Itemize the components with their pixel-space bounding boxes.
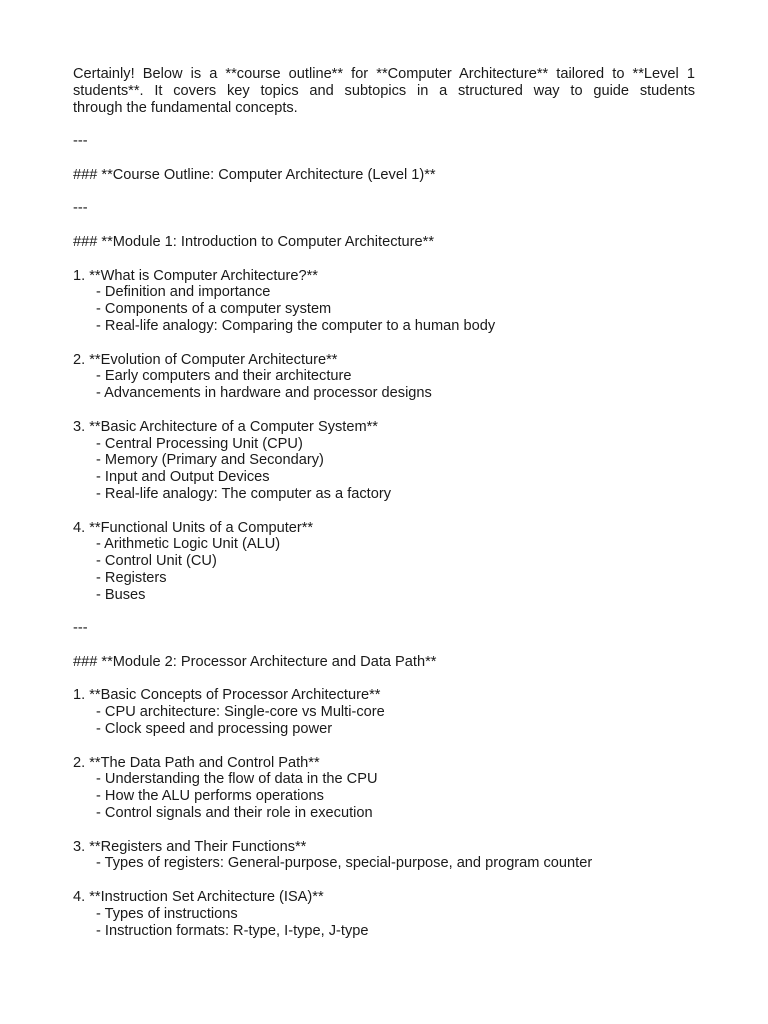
subtopic: - Instruction formats: R-type, I-type, J-type [96,922,369,939]
subtopic: - CPU architecture: Single-core vs Multi-core [96,704,385,721]
intro-line: through the fundamental concepts. [73,99,298,116]
module-1-item [73,520,695,604]
intro-line: Certainly! Below is a **course outline** for **Computer Architecture** tailored to **Level 1 [73,66,695,82]
module-2-heading: ### **Module 2: Processor Architecture and Data Path** [73,653,437,670]
subtopic: - Components of a computer system [96,301,332,318]
module-2-item [73,889,695,939]
subtopic: - Central Processing Unit (CPU) [96,435,303,452]
subtopic: - Early computers and their architecture [96,368,352,385]
subtopic: - Input and Output Devices [96,469,270,486]
subtopic: - Clock speed and processing power [96,721,333,738]
item-title: 1. **What is Computer Architecture?** [73,267,318,284]
module-2-item [73,687,695,737]
module-1-item [73,419,695,503]
module-1-item [73,268,695,335]
separator: --- [73,620,88,637]
module-1-item [73,352,695,402]
subtopic: - Arithmetic Logic Unit (ALU) [96,536,281,553]
subtopic: - Memory (Primary and Secondary) [96,452,324,469]
module-2-item [73,755,695,822]
subtopic: - Definition and importance [96,284,271,301]
subtopic: - Control Unit (CU) [96,553,217,570]
subtopic: - Registers [96,569,167,586]
module-2-item [73,839,695,873]
intro-paragraph [73,66,695,116]
course-heading: ### **Course Outline: Computer Architecture (Level 1)** [73,166,436,183]
subtopic: - Types of registers: General-purpose, special-purpose, and program counter [96,855,593,872]
subtopic: - Control signals and their role in execution [96,805,373,822]
item-title: 3. **Registers and Their Functions** [73,838,307,855]
item-title: 4. **Functional Units of a Computer** [73,519,314,536]
subtopic: - Real-life analogy: Comparing the computer to a human body [96,317,496,334]
item-title: 3. **Basic Architecture of a Computer System** [73,418,378,435]
document-page [73,66,695,939]
subtopic: - Advancements in hardware and processor designs [96,385,432,402]
subtopic: - Buses [96,586,146,603]
separator: --- [73,133,88,150]
subtopic: - Real-life analogy: The computer as a factory [96,485,391,502]
module-1-heading: ### **Module 1: Introduction to Computer Architecture** [73,233,434,250]
intro-line: students**. It covers key topics and subtopics in a structured way to guide students [73,82,695,99]
subtopic: - Understanding the flow of data in the CPU [96,771,378,788]
subtopic: - Types of instructions [96,905,238,922]
item-title: 1. **Basic Concepts of Processor Architecture** [73,687,381,704]
item-title: 2. **The Data Path and Control Path** [73,754,320,771]
separator: --- [73,200,88,217]
subtopic: - How the ALU performs operations [96,788,324,805]
item-title: 2. **Evolution of Computer Architecture** [73,351,338,368]
item-title: 4. **Instruction Set Architecture (ISA)** [73,889,324,906]
